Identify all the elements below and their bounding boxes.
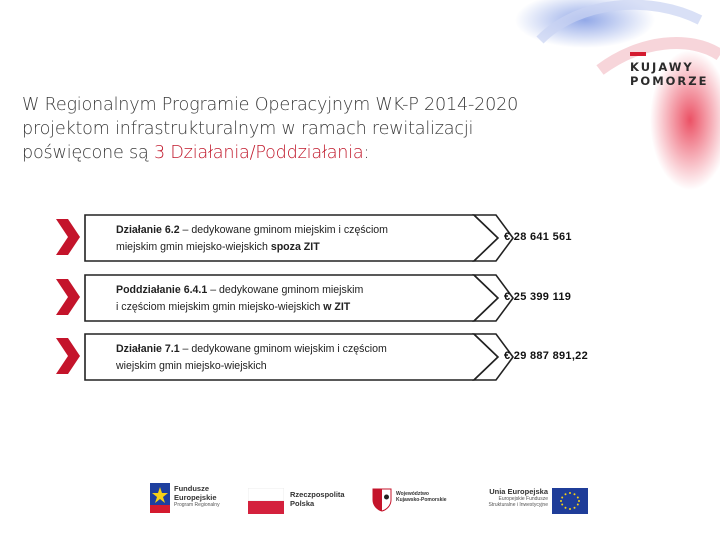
- logo-accent-bar: [630, 52, 646, 56]
- measure-text-bold: w ZIT: [323, 301, 351, 313]
- logo-unia-europejska: [476, 478, 588, 522]
- rp-title-line-1: Rzeczpospolita: [290, 490, 345, 499]
- measure-title: Działanie 7.1: [116, 343, 180, 355]
- fe-star-icon: [150, 483, 170, 513]
- ue-subtitle-line-1: Europejskie Fundusze: [498, 496, 548, 502]
- logo-line-2: POMORZE: [630, 74, 709, 88]
- polish-flag-icon: [248, 488, 284, 514]
- footer-logos: [140, 478, 600, 522]
- heading-line-3-prefix: poświęcone są: [22, 143, 154, 163]
- heading-line-3: [22, 141, 612, 165]
- woj-title-line-2: Kujawsko-Pomorskie: [396, 497, 447, 503]
- page-heading: [22, 93, 612, 165]
- heading-line-1: W Regionalnym Programie Operacyjnym WK-P 2014-2020: [22, 95, 519, 115]
- measure-row-1: [56, 214, 616, 264]
- heading-line-3-suffix: :: [363, 143, 370, 163]
- eu-flag-icon: [552, 488, 588, 514]
- measure-text-bold: spoza ZIT: [270, 241, 320, 253]
- heading-highlight: 3 Działania/Poddziałania: [153, 143, 364, 163]
- logo-fundusze-europejskie: [150, 478, 240, 522]
- measure-row-2: [56, 274, 616, 324]
- rp-title-line-2: Polska: [290, 499, 315, 508]
- measure-title: Poddziałanie 6.4.1: [116, 284, 208, 296]
- coat-of-arms-icon: [372, 488, 392, 512]
- logo-rzeczpospolita-polska: [248, 478, 358, 522]
- fe-title-line-2: Europejskie: [174, 493, 217, 502]
- measure-description: [116, 222, 456, 256]
- measure-amount: € 28 641 561: [504, 231, 572, 243]
- measure-text-line-1: – dedykowane gminom wiejskim i częściom: [179, 343, 387, 355]
- fe-subtitle: Program Regionalny: [174, 502, 220, 508]
- measure-amount: € 29 887 891,22: [504, 350, 589, 362]
- measure-description: [116, 341, 456, 375]
- kujawy-pomorze-logo: [630, 52, 714, 88]
- logo-wojewodztwo: [372, 478, 472, 522]
- woj-title-line-1: Województwo: [396, 491, 429, 497]
- measure-description: [116, 282, 456, 316]
- measure-text-line-2: i częściom miejskim gmin miejsko-wiejskich: [116, 301, 324, 313]
- measure-text-line-2: wiejskim gmin miejsko-wiejskich: [116, 360, 267, 372]
- measure-amount: € 25 399 119: [504, 291, 572, 303]
- measure-title: Działanie 6.2: [116, 224, 180, 236]
- logo-line-1: KUJAWY: [630, 60, 694, 74]
- heading-line-2: projektom infrastrukturalnym w ramach rewitalizacji: [22, 119, 474, 139]
- measure-text-line-1: – dedykowane gminom miejskim i częściom: [179, 224, 389, 236]
- measure-text-line-1: – dedykowane gminom miejskim: [207, 284, 364, 296]
- measure-row-3: [56, 333, 616, 383]
- ue-subtitle-line-2: Strukturalne i Inwestycyjne: [488, 502, 548, 508]
- ue-title: Unia Europejska: [489, 487, 548, 496]
- fe-title-line-1: Fundusze: [174, 484, 209, 493]
- measure-text-line-2: miejskim gmin miejsko-wiejskich: [116, 241, 271, 253]
